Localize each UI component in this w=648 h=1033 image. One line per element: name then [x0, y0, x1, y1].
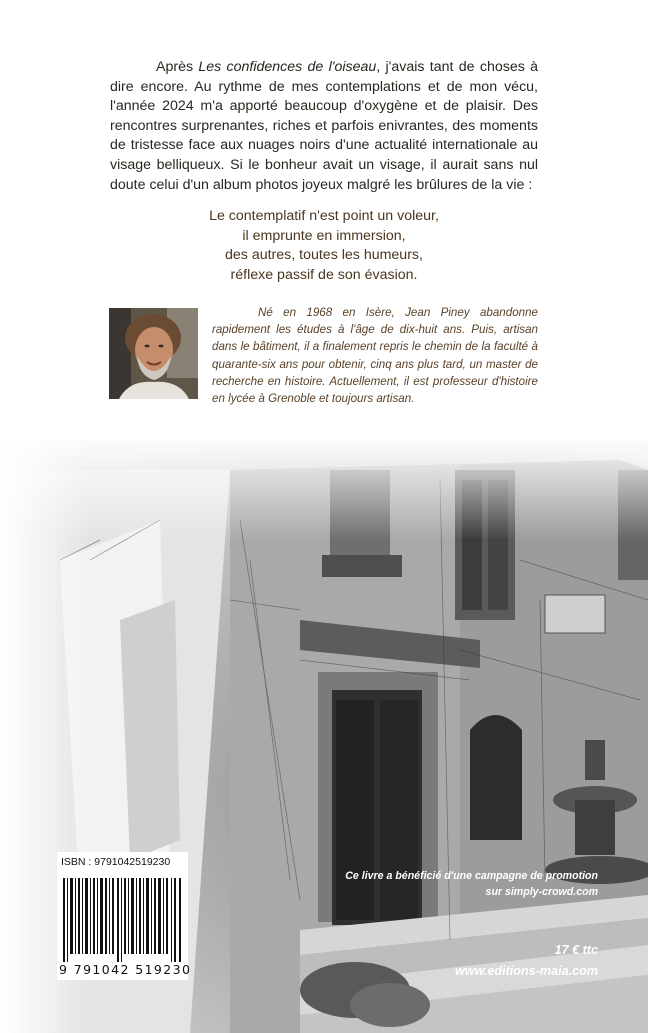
isbn-label: ISBN : 9791042519230: [61, 856, 171, 868]
poem-line: des autres, toutes les humeurs,: [225, 247, 423, 264]
price-block: [455, 940, 598, 982]
author-bio: [212, 304, 538, 407]
promotion-line: sur simply-crowd.com: [485, 885, 598, 898]
barcode: [63, 878, 183, 962]
back-cover-blurb: [110, 58, 538, 195]
publisher-website: www.editions-maia.com: [455, 964, 598, 978]
blurb-lead: Après: [156, 59, 199, 75]
author-bio-text: Né en 1968 en Isère, Jean Piney abandonne rapidement les études à l'âge de dix-huit ans. Puis, artisan dans le bâtiment, il a finalement repris le chemin de la faculté à quarante-six ans pour obtenir, cinq ans plus tard, un master de recherche en histoire. Actuellement, il est professeur d'histoire en lycée à Grenoble et toujours artisan.: [212, 306, 538, 406]
author-photo: [109, 308, 198, 399]
promotion-line: Ce livre a bénéficié d'une campagne de promotion: [345, 870, 598, 882]
promotion-notice: [298, 869, 598, 900]
barcode-number: 9 791042 519230: [59, 962, 192, 977]
poem-line: Le contemplatif n'est point un voleur,: [209, 208, 439, 224]
previous-book-title: Les confidences de l'oiseau: [198, 59, 377, 75]
price: 17 € ttc: [554, 943, 598, 957]
blurb-text: , j'avais tant de choses à dire encore. Au rythme de mes contemplations et de mon vécu, l'année 2024 m'a apporté beaucoup d'oxygène et de plaisir. Des rencontres surprenantes, riches et parfois enivrantes, des moments de tristesse face aux nuages noirs d'une actualité internationale au visage belliqueux. Si le bonheur avait un visage, il aurait sans nul doute celui d'un album photos joyeux malgré les brûlures de la vie :: [110, 59, 538, 193]
isbn-barcode-box: [57, 852, 192, 980]
poem-line: il emprunte en immersion,: [242, 227, 406, 244]
poem-excerpt: [110, 207, 538, 285]
poem-line: réflexe passif de son évasion.: [230, 266, 418, 283]
